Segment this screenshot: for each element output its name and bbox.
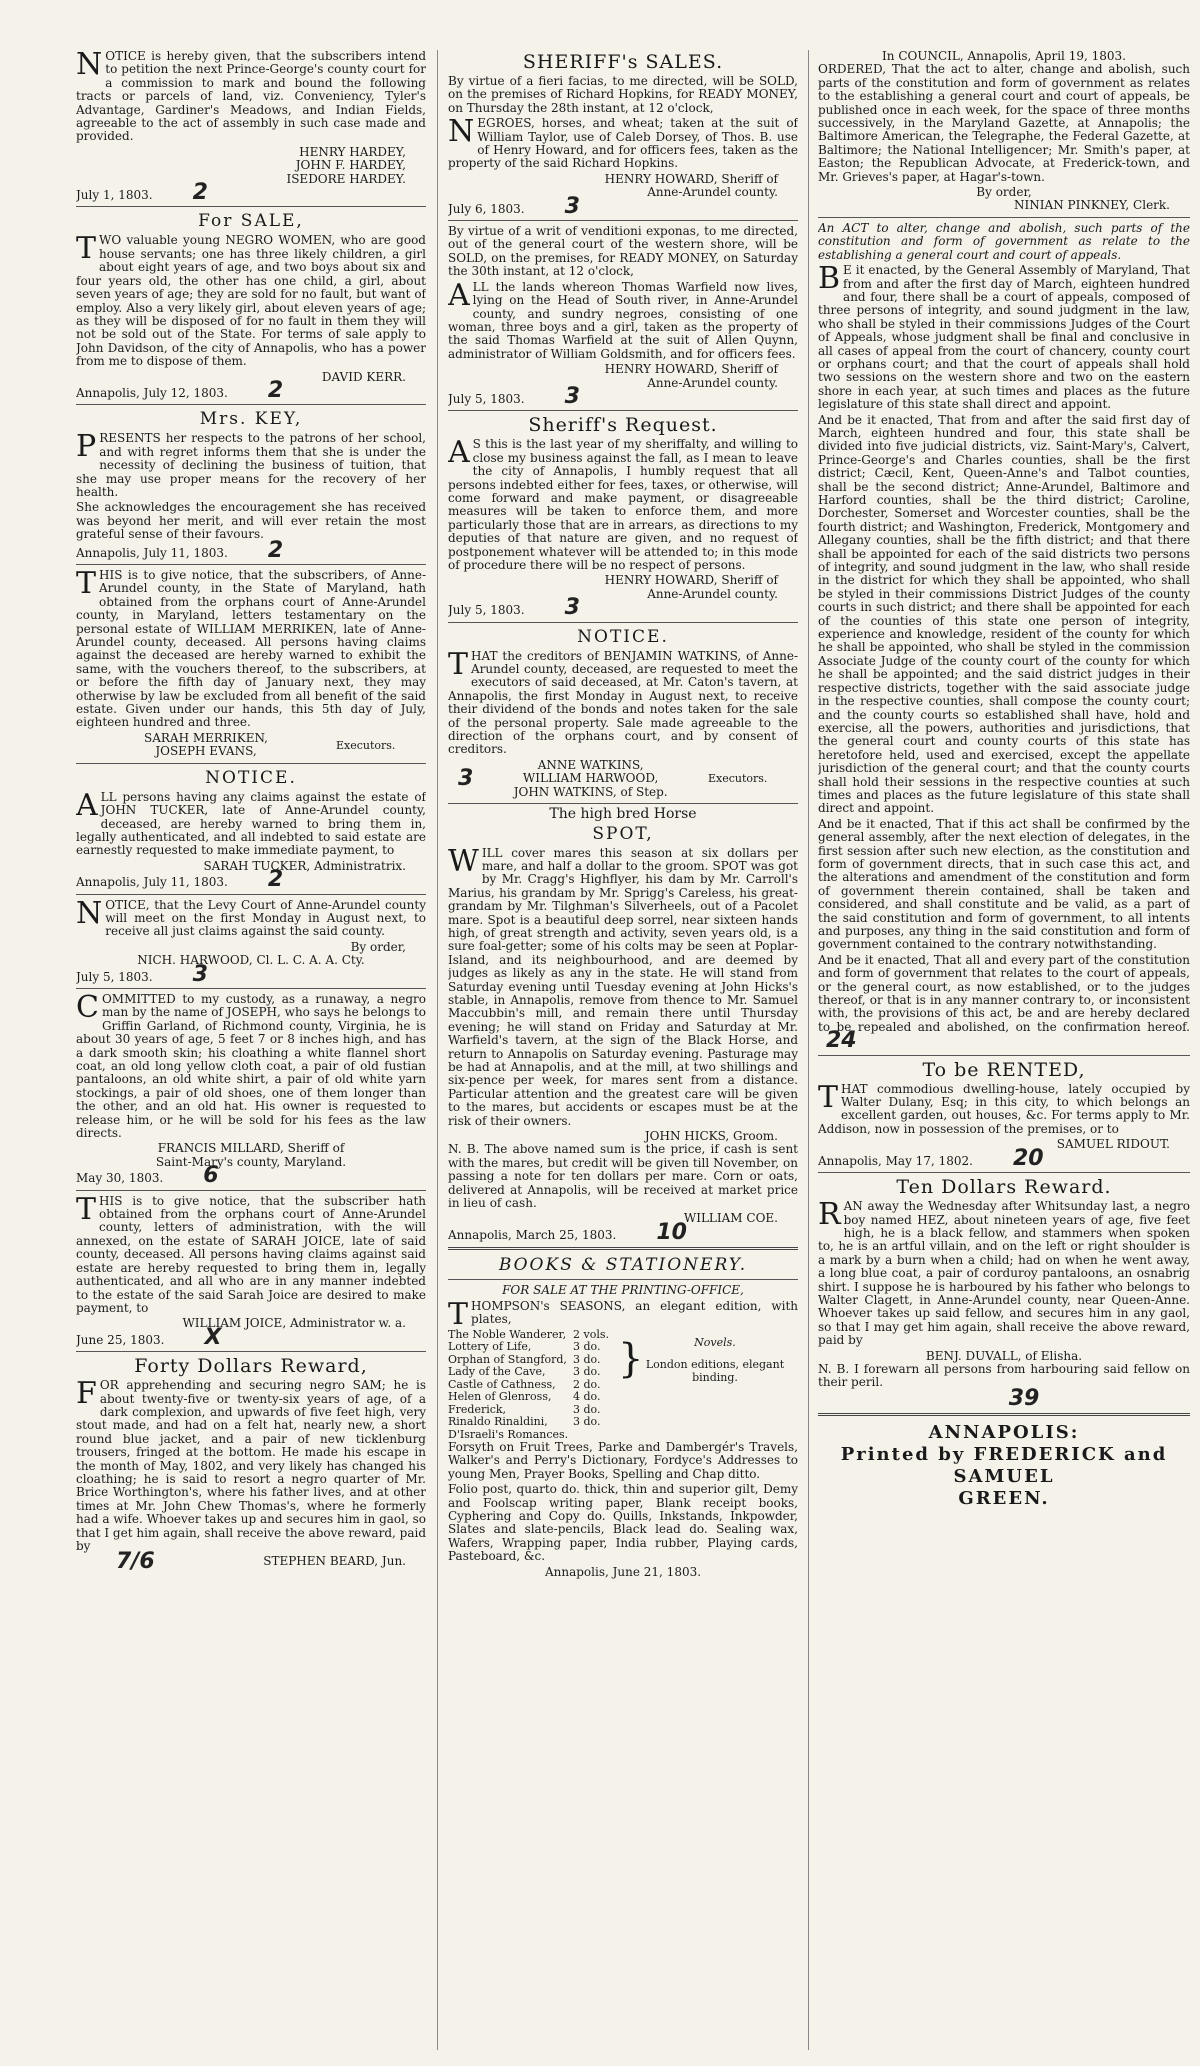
handwritten-mark: 6 — [203, 1163, 219, 1189]
book-vols: 3 do. — [573, 1352, 601, 1366]
executors-block — [448, 759, 798, 799]
book-vols: 3 do. — [573, 1402, 601, 1416]
handwritten-mark: 3 — [192, 961, 208, 987]
ad-heading: Forty Dollars Reward, — [134, 1355, 368, 1378]
drop-cap: T — [76, 231, 97, 267]
signer: SARAH TUCKER, Administratrix. — [203, 858, 406, 873]
divider — [76, 564, 426, 565]
act-title: An ACT to alter, change and abolish, such parts of the constitution and form of government as relate to the establishing a general court and court of appeals. — [818, 220, 1190, 262]
divider — [76, 1351, 426, 1352]
book-title: Orphan of Stangford, — [448, 1352, 567, 1366]
by-order: By order, — [976, 185, 1032, 200]
book-list — [448, 1329, 798, 1442]
signer: SAMUEL RIDOUT. — [1056, 1137, 1170, 1152]
ad-heading: The high bred Horse — [549, 806, 697, 823]
ad-text: HIS is to give notice, that the subscribers, of Anne-Arundel county, in the State of Maryland, hath obtained from the orphans court of Anne-Arundel county, in Maryland, letters testamentary on the personal estate of WILLIAM MERRIKEN, late of Anne-Arundel county, deceased. All persons having claims against the deceased are hereby warned to exhibit the same, with the vouchers thereof, to the subscribers, at or before the fifth day of January next, they may otherwise by law be excluded from all benefit of the said estate. Given under our hands, this 5th day of July, eighteen hundred and three. — [76, 568, 426, 730]
imprint-printer: Printed by FREDERICK and SAMUEL — [840, 1444, 1168, 1488]
ad-date: Annapolis, July 11, 1803. — [76, 875, 228, 890]
imprint-place: ANNAPOLIS: — [928, 1422, 1080, 1444]
book-vols: 3 do. — [573, 1365, 601, 1378]
divider — [448, 1247, 798, 1250]
signer: JOSEPH EVANS, — [155, 744, 257, 759]
column-3 — [818, 50, 1190, 2060]
book-title: Frederick, — [448, 1402, 507, 1416]
forty-dollars-reward — [76, 1355, 426, 1575]
book-vols: 4 do. — [573, 1390, 601, 1403]
ad-heading: Ten Dollars Reward. — [896, 1176, 1112, 1199]
ad-heading: BOOKS & STATIONERY. — [498, 1255, 748, 1276]
signer: Anne-Arundel county. — [647, 185, 778, 200]
signer: JOHN HICKS, Groom. — [644, 1129, 778, 1144]
signer: JOHN F. HARDEY, — [295, 158, 406, 173]
ad-date: May 30, 1803. — [76, 1171, 164, 1186]
sheriffs-request — [448, 414, 798, 621]
signer: STEPHEN BEARD, Jun. — [263, 1554, 406, 1569]
ad-text: By virtue of a writ of venditioni exponas, to me directed, out of the general court of the western shore, will be SOLD, on the premises, for READY MONEY, on Saturday the 30th instant, at 12 o'clock, — [448, 224, 798, 279]
handwritten-mark: 2 — [267, 867, 284, 893]
ad-date: July 5, 1803. — [448, 603, 525, 618]
handwritten-mark: 3 — [564, 193, 580, 219]
ad-text: WO valuable young NEGRO WOMEN, who are good house servants; one has three likely children, a girl about eight years of age, and two boys about six and four years old, the other has one child, a girl, about seven years of age; they are sold for no fault, but want of employ. Also a very likely girl, about eleven years of age; as they will be disposed of for no fault in them they will not be sold out of the State. For terms of sale apply to John Davidson, of the city of Annapolis, who has a power from me to dispose of them. — [76, 233, 426, 369]
ad-text: OR apprehending and securing negro SAM; he is about twenty-five or twenty-six years of age, of a dark complexion, and upwards of five feet high, very stout made, and had on a felt hat, nearly new, a short round blue jacket, and a pair of new ticklenburg trousers, fringed at the bottom. He made his escape in the month of May, 1802, and very likely has changed his cloathing; he is said to resort a negro quarter of Mr. Brice Worthington's, where his father lives, and at other times at Mr. John Chew Thomas's, where he formerly had a wife. Whoever takes up and secures him in gaol, so that I get him again, shall receive the above reward, paid by — [76, 1378, 426, 1553]
ad-text: ILL cover mares this season at six dollars per mare, and half a dollar to the groom. SPOT was got by Mr. Cragg's Highflyer, his dam by Mr. Carroll's Marius, his grandam by Mr. Sprigg's Careless, his great-grandam by Mr. Tilghman's Silverheels, out of a Pacolet mare. Spot is a beautiful deep sorrel, near sixteen hands high, of great strength and activity, seven years old, is a sure foal-getter; some of his colts may be seen at Poplar-Island, and its neighbourhood, and are deemed by judges as likely as any in the state. He will stand from Saturday evening until Tuesday evening at John Hicks's stable, in Annapolis, remove from thence to Mr. Samuel Maccubbin's mill, and remain there until Thursday evening; he will stand on Friday and Saturday at Mr. Warfield's tavern, at the sign of the Black Horse, and return to Annapolis on Saturday evening. Pasturage may be had at Annapolis, and at the mill, at two shillings and six-pence per week, for mares sent from a distance. Particular attention and the greatest care will be given to the mares, but accidents or escapes must be at the risk of their owners. — [448, 845, 798, 1128]
ad-text: OTICE is hereby given, that the subscribers intend to petition the next Prince-George's county court for a commission to mark and bound the following tracts or parcels of land, viz. Conveniency, Tyler's Advantage, Gardiner's Meadows, and Indian Fields, agreeable to the act of assembly in such case made and provided. — [76, 50, 426, 144]
book-vols: 2 vols. — [573, 1327, 609, 1341]
levy-court-notice — [76, 895, 426, 987]
ad-date: Annapolis, July 11, 1803. — [76, 545, 228, 560]
executors-block — [76, 732, 426, 759]
ad-text: AN away the Wednesday after Whitsunday last, a negro boy named HEZ, about nineteen years of age, five feet high, he is a black fellow, and stammers when spoken to, he is an artful villain, and on the left or right shoulder is a mark by a burn when a child; had on when he went away, a long blue coat, a pair of corduroy pantaloons, an osnabrig shirt. I suppose he is harboured by his father who belongs to Walter Clagett, in Anne-Arundel county, near Queen-Anne. Whoever takes up said fellow, and secures him in any gaol, so that I may get him again, shall receive the above reward, paid by — [818, 1199, 1190, 1348]
ad-text: And be it enacted, That all and every part of the constitution and form of government that relates to the court of appeals, or the general court, as now established, or to the judges thereof, or that is in any manner contrary to, or inconsistent with, the provisions of this act, be and are hereby declared to be repealed and abolished, on the confirmation hereof. — [818, 952, 1190, 1034]
ad-heading: To be RENTED, — [922, 1058, 1086, 1081]
book-vols: 2 do. — [573, 1377, 601, 1391]
ad-text: She acknowledges the encouragement she has received was beyond her merit, and will ever retain the most grateful sense of their favours. — [76, 500, 426, 542]
ad-date: Annapolis, March 25, 1803. — [448, 1227, 617, 1242]
book-title: Lady of the Cave, — [448, 1365, 546, 1378]
sheriff-sales-1 — [448, 51, 798, 219]
divider — [818, 1055, 1190, 1056]
books-stationery-ad — [448, 1255, 798, 1579]
drop-cap: T — [448, 646, 469, 682]
ad-date: July 1, 1803. — [76, 188, 153, 203]
ad-date: Annapolis, July 12, 1803. — [76, 385, 228, 400]
ad-heading: NOTICE. — [205, 767, 297, 788]
drop-cap: N — [76, 895, 103, 931]
divider — [76, 763, 426, 764]
divider — [76, 404, 426, 405]
column-1 — [76, 50, 426, 2060]
divider — [448, 622, 798, 623]
book-vols: 3 do. — [573, 1415, 601, 1428]
handwritten-mark: 7/6 — [116, 1549, 155, 1575]
drop-cap: C — [76, 989, 99, 1025]
drop-cap: F — [76, 1376, 97, 1412]
book-title: The Noble Wanderer, — [448, 1327, 567, 1341]
ad-text: HAT the creditors of BENJAMIN WATKINS, of Anne-Arundel county, deceased, are requested to meet the executors of said deceased, at Mr. Caton's tavern, at Annapolis, the first Monday in August next, to receive their dividend of the bonds and notes taken for the sale of the personal property. Sale made agreeable to the direction of the orphans court, and by consent of creditors. — [448, 648, 798, 757]
signer: JOHN WATKINS, of Step. — [513, 784, 668, 799]
ad-text: OMMITTED to my custody, as a runaway, a negro man by the name of JOSEPH, who says he belongs to Griffin Garland, of Richmond county, Virginia, he is about 30 years of age, 5 feet 7 or 8 inches high, and has a dark smooth skin; his cloathing a white flannel short coat, an old long yellow cloth coat, a pair of old fustian pantaloons, an old white shirt, a pair of old white yarn stockings, a pair of old shoes, one of them longer than the other, and an old hat. His owner is requested to release him, or he will be sold for his fees as the law directs. — [76, 991, 426, 1141]
signer: HENRY HOWARD, Sheriff of — [604, 362, 778, 377]
drop-cap: A — [448, 435, 470, 471]
signer: SARAH MERRIKEN, — [144, 730, 268, 745]
drop-cap: A — [448, 277, 470, 313]
handwritten-mark: 2 — [267, 537, 284, 563]
ad-text: HOMPSON's SEASONS, an elegant edition, with plates, — [471, 1298, 798, 1327]
ad-date: Annapolis, June 21, 1803. — [544, 1564, 702, 1579]
ad-text: S this is the last year of my sheriffalty, and willing to close my business against the fall, as I mean to leave the city of Annapolis, I humbly request that all persons indebted either for fees, taxes, or otherwise, will come forward and make payment, or disagreeable measures will be taken to enforce them, and more particularly those that are in arrears, as directions to my deputies of that nature are given, and no request of postponement whatever will be attended to; in this mode of procedure there will be no respect of persons. — [448, 437, 798, 572]
ad-text: LL persons having any claims against the estate of JOHN TUCKER, late of Anne-Arundel county, deceased, are hereby warned to bring them in, legally authenticated, and all indebted to said estate are earnestly requested to make immediate payment, to — [76, 789, 426, 858]
signer: Anne-Arundel county. — [647, 586, 778, 601]
drop-cap: N — [76, 50, 103, 82]
divider — [448, 1279, 798, 1280]
executors-label: Executors. — [336, 738, 396, 752]
divider — [76, 206, 426, 207]
ad-date: July 6, 1803. — [448, 201, 525, 216]
ad-heading: Mrs. KEY, — [199, 409, 303, 430]
signer: NICH. HARWOOD, Cl. L. C. A. A. Cty. — [137, 953, 365, 968]
imprint — [818, 1422, 1190, 1510]
book-title: Castle of Cathness, — [448, 1377, 556, 1391]
ad-heading: SHERIFF's SALES. — [522, 51, 724, 73]
drop-cap: B — [818, 261, 841, 297]
signer: HENRY HOWARD, Sheriff of — [604, 171, 778, 186]
signer: WILLIAM COE. — [683, 1211, 778, 1226]
notice-hardey — [76, 50, 426, 206]
ad-date: July 5, 1803. — [76, 969, 153, 984]
ad-date: Annapolis, May 17, 1802. — [818, 1153, 973, 1168]
handwritten-mark: 2 — [267, 377, 284, 403]
divider — [76, 988, 426, 989]
merriken-estate-notice — [76, 566, 426, 759]
handwritten-mark: 3 — [564, 383, 580, 409]
ad-text: LL the lands whereon Thomas Warfield now lives, lying on the Head of South river, in Anne-Arundel county, and sundry negroes, consisting of one woman, three boys and a girl, taken as the property of the said Thomas Warfield at the suit of Allen Quynn, administrator of William Goldsmith, and for officers fees. — [448, 279, 798, 361]
ad-subheading: FOR SALE AT THE PRINTING-OFFICE, — [502, 1283, 744, 1298]
horse-spot-ad — [448, 806, 798, 1245]
handwritten-mark: X — [204, 1324, 222, 1350]
drop-cap: T — [448, 1296, 469, 1332]
divider — [448, 803, 798, 804]
column-2 — [448, 50, 798, 2060]
drop-cap: R — [818, 1197, 841, 1233]
ad-date: July 5, 1803. — [448, 391, 525, 406]
committed-notice — [76, 989, 426, 1189]
ad-heading: SPOT, — [592, 823, 654, 844]
signer: WILLIAM JOICE, Administrator w. a. — [182, 1316, 406, 1331]
drop-cap: A — [76, 787, 98, 823]
divider — [818, 1172, 1190, 1173]
for-sale-ad — [76, 211, 426, 403]
ad-note: N. B. I forewarn all persons from harbouring said fellow on their peril. — [818, 1361, 1190, 1390]
ad-text: ORDERED, That the act to alter, change and abolish, such parts of the constitution and form of government as relates to the establishing a general court and court of appeals, be published once in each week, for the space of three months successively, in the Maryland Gazette, at Annapolis; the Baltimore American, the Telegraphe, the Federal Gazette, at Baltimore; the National Intelligencer; Mr. Smith's paper, at Easton; the Republican Advocate, at Frederick-town, and Mr. Grieves's paper, at Hagar's-town. — [818, 62, 1190, 184]
to-be-rented-ad — [818, 1058, 1190, 1171]
sheriff-sales-2 — [448, 224, 798, 409]
ad-text: RESENTS her respects to the patrons of her school, and with regret informs them that she is under the necessity of declining the business of tuition, that she may use proper means for the recovery of her health. — [76, 431, 426, 499]
tucker-estate-notice — [76, 767, 426, 893]
act-constitution — [818, 220, 1190, 1054]
divider — [818, 1413, 1190, 1416]
book-title: Lottery of Life, — [448, 1340, 532, 1353]
signer: WILLIAM HARWOOD, — [522, 771, 659, 786]
ad-heading: NOTICE. — [577, 626, 669, 647]
ad-heading: In COUNCIL, Annapolis, April 19, 1803. — [882, 50, 1126, 63]
signer: ANNE WATKINS, — [537, 757, 644, 772]
signer: FRANCIS MILLARD, Sheriff of — [157, 1141, 345, 1156]
joice-estate-notice — [76, 1191, 426, 1350]
handwritten-mark: 2 — [192, 180, 208, 206]
ad-text: And be it enacted, That if this act shall be confirmed by the general assembly, after the next election of delegates, in the first session after such new election, as the constitution and form of government directs, that in such case this act, and the alterations and amendment of the constitution and form of government therein contained, shall be taken and considered, and shall constitute and be valid, as a part of the said constitution and form of government, to all intents and purposes, any thing in the said constitution and form of government contained to the contrary notwithstanding. — [818, 816, 1190, 952]
drop-cap: N — [448, 114, 475, 150]
divider — [448, 410, 798, 411]
ad-text: HAT commodious dwelling-house, lately occupied by Walter Dulany, Esq; in this city, to which belongs an excellent garden, out houses, &c. For terms apply to Mr. Addison, now in possession of the premises, or to — [818, 1081, 1190, 1136]
divider — [818, 217, 1190, 218]
ad-text: EGROES, horses, and wheat; taken at the suit of William Taylor, use of Caleb Dorsey, of Thos. B. use of Henry Howard, and for officers fees, taken as the property of the said Richard Hopkins. — [448, 116, 798, 171]
handwritten-mark: 39 — [1008, 1385, 1040, 1411]
signer: Saint-Mary's county, Maryland. — [155, 1154, 347, 1169]
signer: ISEDORE HARDEY. — [286, 171, 406, 186]
ad-text: Folio post, quarto do. thick, thin and superior gilt, Demy and Foolscap writing paper, Blank receipt books, Cyphering and Copy do. Quills, Inkstands, Inkpowder, Slates and slate-pencils, Black lead do. Sealing wax, Wafers, Wrapping paper, India rubber, Playing cards, Pasteboard, &c. — [448, 1482, 798, 1564]
drop-cap: P — [76, 429, 97, 465]
signer: BENJ. DUVALL, of Elisha. — [925, 1348, 1083, 1363]
signer: DAVID KERR. — [321, 369, 406, 384]
ad-text: OTICE, that the Levy Court of Anne-Arundel county will meet on the first Monday in August next, to receive all just claims against the said county. — [105, 897, 426, 939]
novels-label: Novels. — [694, 1335, 736, 1349]
signer: NINIAN PINKNEY, Clerk. — [1014, 198, 1170, 213]
ad-heading: For SALE, — [198, 211, 304, 232]
ten-dollars-reward — [818, 1176, 1190, 1411]
book-vols: 3 do. — [573, 1340, 601, 1353]
watkins-notice — [448, 627, 798, 799]
column-rule — [437, 50, 438, 2050]
mrs-key-ad — [76, 409, 426, 563]
handwritten-mark: 20 — [1012, 1145, 1044, 1171]
ad-text: E it enacted, by the General Assembly of Maryland, That from and after the first day of March, eighteen hundred and four, there shall be a court of appeals, composed of three persons of integrity, and sound judgment in the law, who shall be styled in their commissions Judges of the Court of Appeals, whose judgment shall be final and conclusive in all cases of appeal from the court of chancery, county court or orphans court; and that the court of appeals shall hold two sessions on the western shore and two on the eastern shore in each year, at such times and places as the future legislature of this state shall direct and appoint. — [818, 263, 1190, 412]
drop-cap: T — [76, 566, 97, 601]
handwritten-mark: 10 — [656, 1219, 687, 1245]
by-order: By order, — [350, 939, 406, 954]
ad-text: Forsyth on Fruit Trees, Parke and Dambergér's Travels, Walker's and Perry's Dictionary, Fordyce's Addresses to young Men, Prayer Books, Spelling and Chap ditto. — [448, 1440, 798, 1481]
divider — [76, 894, 426, 895]
imprint-printer: GREEN. — [958, 1488, 1050, 1510]
handwritten-mark: 3 — [458, 766, 474, 792]
signer: HENRY HOWARD, Sheriff of — [604, 573, 778, 588]
divider — [448, 220, 798, 221]
drop-cap: T — [76, 1191, 97, 1227]
ad-note: N. B. The above named sum is the price, if cash is sent with the mares, but credit will be given till November, on passing a note for ten dollars per mare. Corn or oats, delivered at Annapolis, will be received at market price in lieu of cash. — [448, 1142, 798, 1211]
executors-label: Executors. — [708, 772, 768, 786]
brace-glyph: } — [618, 1335, 644, 1382]
drop-cap: W — [448, 843, 479, 879]
editions-note: London editions, elegant binding. — [645, 1358, 785, 1384]
book-title: Helen of Glenross, — [448, 1390, 552, 1403]
signer: HENRY HARDEY, — [299, 144, 406, 159]
handwritten-mark: 24 — [826, 1028, 857, 1054]
ad-heading: Sheriff's Request. — [528, 414, 718, 437]
divider — [76, 1190, 426, 1191]
book-title: D'Israeli's Romances. — [448, 1427, 569, 1441]
book-title: Rinaldo Rinaldini, — [448, 1415, 548, 1428]
ad-text: And be it enacted, That from and after the said first day of March, eighteen hundred and four, this state shall be divided into five judicial districts, viz. Saint-Mary's, Calvert, Prince-George's and Charles counties, shall be the first district; Cæcil, Kent, Queen-Anne's and Talbot counties, shall be the second district; Anne-Arundel, Baltimore and Harford counties, shall be the third district; Caroline, Dorchester, Somerset and Worcester counties, shall be the fourth district; and Washington, Frederick, Montgomery and Allegany counties, shall be the fifth district; and that there shall be appointed for each of the said districts two persons of integrity, and sound judgment in the law, who shall reside in the district for which they shall be appointed, who shall be styled in their commissions District Judges of the county courts in such district; and there shall be appointed for each of the counties of this state one person of integrity, experience and knowledge, resident of the county for which he shall be appointed, who shall be styled in the commission Associate Judge of the county court of the county for which he shall be appointed; and the said district judges in their respective districts, together with the said associate judge in the respective counties, shall compose the county court; and the county courts so established shall have, hold and exercise, all the powers, authorities and jurisdictions, that the general court and county courts of this state has heretofore held, used and exercised, except the appellate jurisdiction of the general court; and that the county courts shall hold their sessions in the respective counties at such times and places as the future legislature of this state shall direct and appoint. — [818, 412, 1190, 816]
drop-cap: T — [818, 1079, 839, 1115]
handwritten-mark: 3 — [564, 595, 580, 621]
column-rule — [808, 50, 809, 2050]
ad-date: June 25, 1803. — [76, 1332, 165, 1347]
council-order — [818, 50, 1190, 213]
signer: Anne-Arundel county. — [647, 375, 778, 390]
ad-text: By virtue of a fieri facias, to me directed, will be SOLD, on the premises of Richard Hopkins, for READY MONEY, on Thursday the 28th instant, at 12 o'clock, — [448, 74, 798, 115]
ad-text: HIS is to give notice, that the subscriber hath obtained from the orphans court of Anne-Arundel county, letters of administration, with the will annexed, on the estate of SARAH JOICE, late of said county, deceased. All persons having claims against said estate are hereby requested to bring them in, legally authenticated, and all who are in any manner indebted to the estate of the said Sarah Joice are desired to make payment, to — [76, 1193, 426, 1315]
